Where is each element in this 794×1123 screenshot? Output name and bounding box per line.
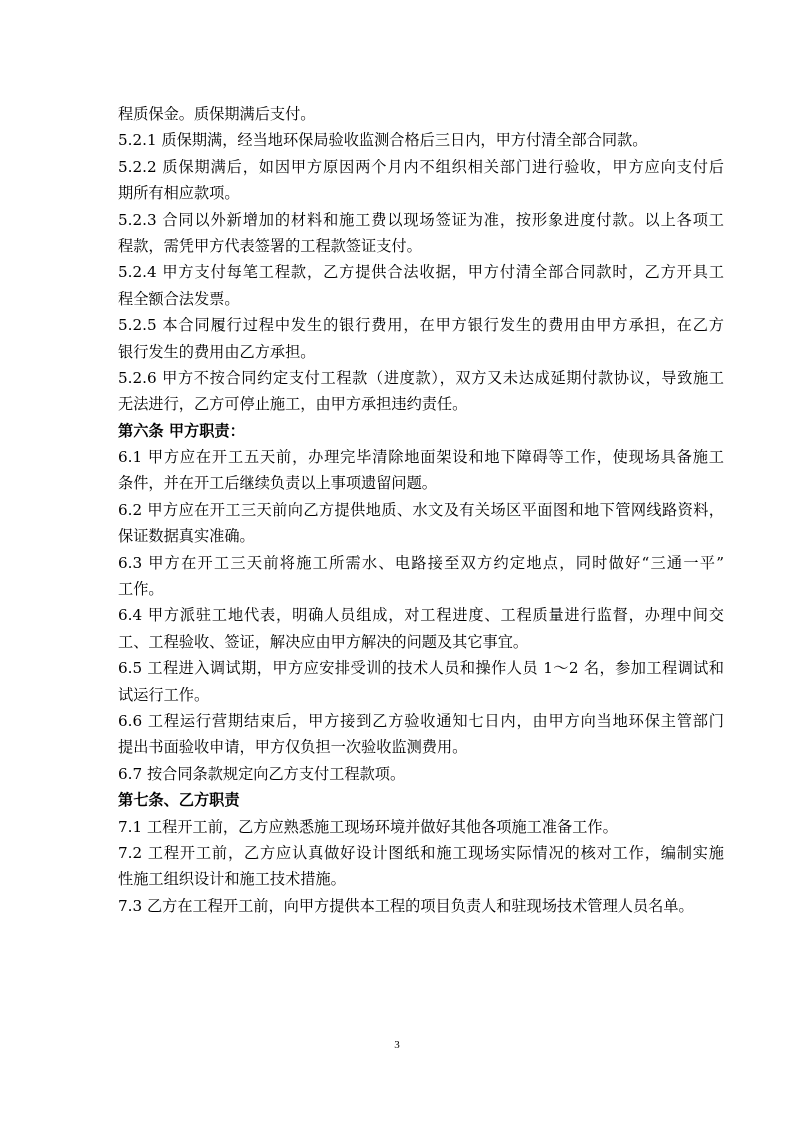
- clause-6-6-line-1: 6.6 工程运行营期结束后，甲方接到乙方验收通知七日内，由甲方向当地环保主管部门: [118, 711, 724, 730]
- clause-5-2-6-line-1: 5.2.6 甲方不按合同约定支付工程款（进度款），双方又未达成延期付款协议，导致施工: [118, 368, 724, 387]
- clause-5-2-5-line-2: 银行发生的费用由乙方承担。: [118, 342, 316, 361]
- clause-5-2-2-line-2: 期所有相应款项。: [118, 184, 240, 203]
- text-line: 程质保金。质保期满后支付。: [118, 105, 316, 123]
- clause-6-1-line-2: 条件，并在开工后继续负责以上事项遗留问题。: [118, 474, 437, 493]
- clause-5-2-2-line-1: 5.2.2 质保期满后，如因甲方原因两个月内不组织相关部门进行验收，甲方应向支付后: [118, 157, 724, 176]
- clause-5-2-1: 5.2.1 质保期满，经当地环保局验收监测合格后三日内，甲方付清全部合同款。: [118, 131, 648, 150]
- clause-5-2-4-line-2: 程全额合法发票。: [118, 289, 240, 308]
- clause-5-2-3-line-2: 程款，需凭甲方代表签署的工程款签证支付。: [118, 236, 422, 255]
- clause-6-1-line-1: 6.1 甲方应在开工五天前，办理完毕清除地面架设和地下障碍等工作，使现场具备施工: [118, 448, 724, 467]
- page-number: 3: [394, 1039, 400, 1051]
- clause-6-5-line-1: 6.5 工程进入调试期，甲方应安排受训的技术人员和操作人员 1～2 名，参加工程调试和: [118, 659, 724, 678]
- clause-6-7: 6.7 按合同条款规定向乙方支付工程款项。: [118, 764, 406, 783]
- clause-7-3: 7.3 乙方在工程开工前，向甲方提供本工程的项目负责人和驻现场技术管理人员名单。: [118, 896, 694, 915]
- clause-5-2-4-line-1: 5.2.4 甲方支付每笔工程款，乙方提供合法收据，甲方付清全部合同款时，乙方开具工: [118, 263, 724, 282]
- clause-6-5-line-2: 试运行工作。: [118, 685, 210, 704]
- article-6-heading: 第六条 甲方职责：: [118, 421, 245, 440]
- clause-5-2-6-line-2: 无法进行，乙方可停止施工，由甲方承担违约责任。: [118, 395, 468, 414]
- clause-5-2-3-line-1: 5.2.3 合同以外新增加的材料和施工费以现场签证为准，按形象进度付款。以上各项工: [118, 210, 724, 229]
- clause-7-1: 7.1 工程开工前，乙方应熟悉施工现场环境并做好其他各项施工准备工作。: [118, 817, 618, 836]
- clause-6-3-line-2: 工作。: [118, 580, 164, 599]
- clause-6-2-line-1: 6.2 甲方应在开工三天前向乙方提供地质、水文及有关场区平面图和地下管网线路资料，: [118, 500, 724, 519]
- clause-7-2-line-1: 7.2 工程开工前，乙方应认真做好设计图纸和施工现场实际情况的核对工作，编制实施: [118, 843, 724, 862]
- clause-5-2-5-line-1: 5.2.5 本合同履行过程中发生的银行费用，在甲方银行发生的费用由甲方承担，在乙方: [118, 316, 724, 335]
- page-body: [118, 101, 724, 919]
- article-7-heading: 第七条、乙方职责: [118, 791, 240, 810]
- clause-6-4-line-2: 工、工程验收、签证，解决应由甲方解决的问题及其它事宜。: [118, 632, 529, 651]
- clause-6-6-line-2: 提出书面验收申请，甲方仅负担一次验收监测费用。: [118, 738, 468, 757]
- clause-6-4-line-1: 6.4 甲方派驻工地代表，明确人员组成，对工程进度、工程质量进行监督，办理中间交: [118, 606, 724, 625]
- clause-7-2-line-2: 性施工组织设计和施工技术措施。: [118, 870, 346, 889]
- clause-6-3-line-1: 6.3 甲方在开工三天前将施工所需水、电路接至双方约定地点，同时做好“三通一平”: [118, 553, 724, 572]
- clause-6-2-line-2: 保证数据真实准确。: [118, 527, 255, 546]
